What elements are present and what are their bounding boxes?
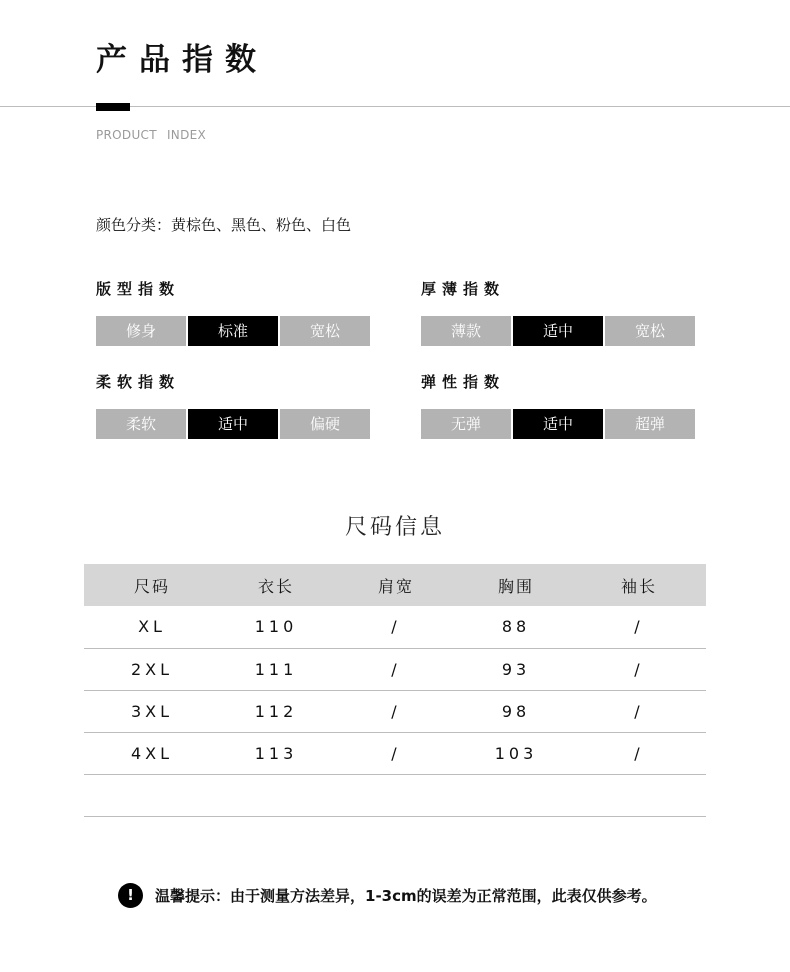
column-header: 胸围	[460, 564, 572, 606]
column-header: 尺码	[84, 564, 220, 606]
table-cell: 113	[220, 732, 332, 774]
column-header: 肩宽	[332, 564, 460, 606]
table-cell: 88	[460, 606, 572, 648]
table-cell: /	[332, 648, 460, 690]
table-cell: 98	[460, 690, 572, 732]
column-header: 衣长	[220, 564, 332, 606]
table-cell: 112	[220, 690, 332, 732]
table-cell	[572, 774, 706, 816]
title-accent-bar	[96, 103, 130, 111]
table-cell: 3XL	[84, 690, 220, 732]
table-cell: 111	[220, 648, 332, 690]
index-block-thickness	[421, 279, 696, 346]
column-header: 袖长	[572, 564, 706, 606]
page-title: 产品指数	[96, 42, 268, 78]
index-block-softness	[96, 372, 371, 439]
table-cell: XL	[84, 606, 220, 648]
table-cell: 110	[220, 606, 332, 648]
size-table	[84, 564, 706, 817]
index-option: 标准	[188, 316, 278, 346]
index-option: 适中	[513, 316, 603, 346]
table-header-row	[84, 564, 706, 606]
table-cell: 93	[460, 648, 572, 690]
table-cell: 103	[460, 732, 572, 774]
table-row	[84, 774, 706, 816]
table-cell: /	[572, 648, 706, 690]
color-categories: 颜色分类：黄棕色、黑色、粉色、白色	[96, 216, 352, 234]
table-row	[84, 690, 706, 732]
index-label: 版型指数	[96, 280, 181, 298]
index-option: 无弹	[421, 409, 511, 439]
notice-text: 温馨提示：由于测量方法差异，1-3cm的误差为正常范围，此表仅供参考。	[155, 887, 657, 905]
index-option: 修身	[96, 316, 186, 346]
notice	[118, 883, 657, 908]
index-label: 弹性指数	[421, 373, 506, 391]
index-bar	[421, 409, 696, 439]
table-cell	[220, 774, 332, 816]
index-option: 适中	[188, 409, 278, 439]
table-cell: /	[332, 690, 460, 732]
index-option: 宽松	[280, 316, 370, 346]
table-cell: 2XL	[84, 648, 220, 690]
table-cell	[84, 774, 220, 816]
table-cell: /	[332, 732, 460, 774]
table-row	[84, 732, 706, 774]
table-cell: /	[572, 732, 706, 774]
index-bar	[421, 316, 696, 346]
page-subtitle: PRODUCT INDEX	[96, 128, 207, 142]
index-block-fit	[96, 279, 371, 346]
index-option: 偏硬	[280, 409, 370, 439]
table-cell: /	[572, 690, 706, 732]
table-cell: 4XL	[84, 732, 220, 774]
table-cell: /	[572, 606, 706, 648]
index-option: 柔软	[96, 409, 186, 439]
table-cell	[460, 774, 572, 816]
index-option: 适中	[513, 409, 603, 439]
exclamation-icon: !	[118, 883, 143, 908]
table-cell: /	[332, 606, 460, 648]
index-bar	[96, 316, 371, 346]
index-option: 宽松	[605, 316, 695, 346]
table-row	[84, 606, 706, 648]
index-option: 薄款	[421, 316, 511, 346]
table-cell	[332, 774, 460, 816]
size-section-title: 尺码信息	[344, 515, 445, 540]
index-label: 柔软指数	[96, 373, 181, 391]
index-bar	[96, 409, 371, 439]
index-block-elasticity	[421, 372, 696, 439]
index-label: 厚薄指数	[421, 280, 506, 298]
table-row	[84, 648, 706, 690]
index-option: 超弹	[605, 409, 695, 439]
